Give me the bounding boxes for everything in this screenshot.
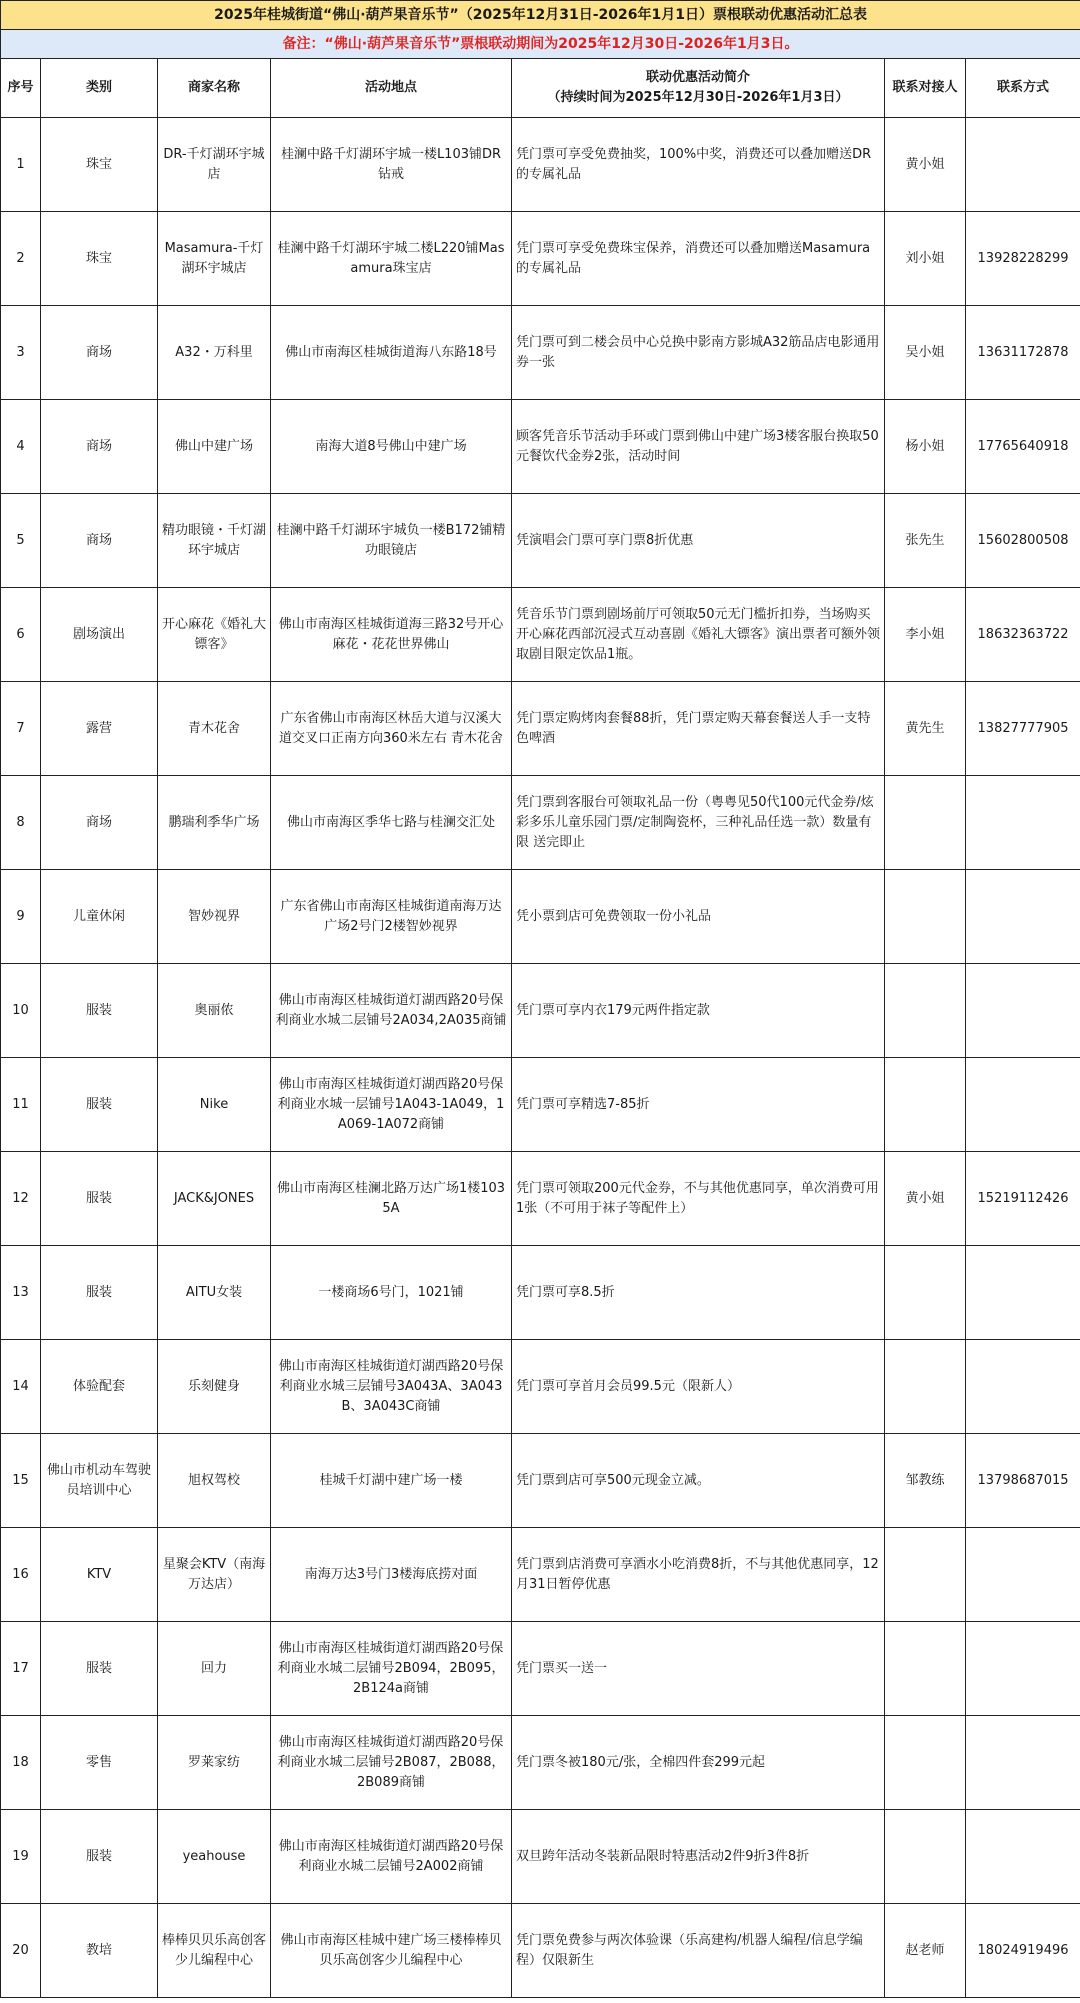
cell-no: 17: [1, 1622, 41, 1716]
note-row: [1, 30, 1080, 59]
header-promo-line1: 联动优惠活动简介: [645, 70, 750, 85]
cell-location: 佛山市南海区桂城街道灯湖西路20号保利商业水城一层铺号1A043-1A049，1A069-1A072商铺: [271, 1058, 512, 1152]
cell-contact: 黄先生: [885, 682, 966, 776]
cell-promo: 凭音乐节门票到剧场前厅可领取50元无门槛折扣券，当场购买开心麻花西部沉浸式互动喜剧《婚礼大镖客》演出票者可额外领取剧目限定饮品1瓶。: [512, 588, 885, 682]
cell-promo: 凭门票可到二楼会员中心兑换中影南方影城A32筋品店电影通用券一张: [512, 306, 885, 400]
cell-no: 8: [1, 776, 41, 870]
table-row: [1, 870, 1080, 964]
cell-category: 服装: [41, 1810, 158, 1904]
cell-promo: 凭门票冬被180元/张，全棉四件套299元起: [512, 1716, 885, 1810]
table-row: [1, 964, 1080, 1058]
cell-contact: [885, 1810, 966, 1904]
header-contact: 联系对接人: [885, 59, 966, 118]
cell-phone: [966, 1716, 1080, 1810]
cell-location: 佛山市南海区桂城街道灯湖西路20号保利商业水城二层铺号2B094，2B095，2B124a商铺: [271, 1622, 512, 1716]
cell-contact: 刘小姐: [885, 212, 966, 306]
cell-contact: [885, 776, 966, 870]
cell-merchant: Nike: [158, 1058, 271, 1152]
cell-phone: [966, 1528, 1080, 1622]
cell-promo: 凭门票到店可享500元现金立减。: [512, 1434, 885, 1528]
table-row: [1, 212, 1080, 306]
cell-contact: [885, 1716, 966, 1810]
cell-no: 13: [1, 1246, 41, 1340]
cell-merchant: 精功眼镜・千灯湖环宇城店: [158, 494, 271, 588]
cell-no: 16: [1, 1528, 41, 1622]
cell-location: 佛山市南海区桂城街道灯湖西路20号保利商业水城二层铺号2A002商铺: [271, 1810, 512, 1904]
cell-contact: 黄小姐: [885, 1152, 966, 1246]
table-body: [1, 118, 1080, 1998]
cell-promo: 凭门票可享首月会员99.5元（限新人）: [512, 1340, 885, 1434]
cell-category: 佛山市机动车驾驶员培训中心: [41, 1434, 158, 1528]
cell-phone: 18024919496: [966, 1904, 1080, 1998]
cell-contact: [885, 964, 966, 1058]
cell-contact: [885, 1622, 966, 1716]
cell-no: 6: [1, 588, 41, 682]
cell-category: 服装: [41, 1622, 158, 1716]
cell-location: 一楼商场6号门，1021铺: [271, 1246, 512, 1340]
cell-promo: 凭门票可享内衣179元两件指定款: [512, 964, 885, 1058]
cell-phone: 17765640918: [966, 400, 1080, 494]
cell-category: 服装: [41, 964, 158, 1058]
cell-promo: 凭门票可享精选7-85折: [512, 1058, 885, 1152]
cell-location: 佛山市南海区桂城街道海三路32号开心麻花・花花世界佛山: [271, 588, 512, 682]
cell-promo: 凭门票到客服台可领取礼品一份（粤粤见50代100元代金券/炫彩多乐儿童乐园门票/定制陶瓷杯，三种礼品任选一款）数量有限 送完即止: [512, 776, 885, 870]
title-row: [1, 1, 1080, 30]
cell-no: 9: [1, 870, 41, 964]
table-row: [1, 306, 1080, 400]
cell-category: 服装: [41, 1152, 158, 1246]
table-row: [1, 1810, 1080, 1904]
table-row: [1, 588, 1080, 682]
cell-category: 商场: [41, 400, 158, 494]
header-row: [1, 59, 1080, 118]
header-phone: 联系方式: [966, 59, 1080, 118]
cell-no: 18: [1, 1716, 41, 1810]
cell-merchant: 罗莱家纺: [158, 1716, 271, 1810]
cell-contact: 杨小姐: [885, 400, 966, 494]
table-row: [1, 494, 1080, 588]
cell-contact: 邹教练: [885, 1434, 966, 1528]
cell-location: 桂澜中路千灯湖环宇城负一楼B172铺精功眼镜店: [271, 494, 512, 588]
cell-contact: 黄小姐: [885, 118, 966, 212]
cell-no: 19: [1, 1810, 41, 1904]
cell-merchant: 旭权驾校: [158, 1434, 271, 1528]
table-title: 2025年桂城街道“佛山·葫芦果音乐节”（2025年12月31日-2026年1月1日）票根联动优惠活动汇总表: [1, 1, 1080, 30]
cell-contact: [885, 1528, 966, 1622]
cell-contact: 吴小姐: [885, 306, 966, 400]
cell-promo: 凭门票可享受免费抽奖，100%中奖，消费还可以叠加赠送DR的专属礼品: [512, 118, 885, 212]
cell-category: 露营: [41, 682, 158, 776]
cell-location: 佛山市南海区桂城街道灯湖西路20号保利商业水城二层铺号2A034,2A035商铺: [271, 964, 512, 1058]
cell-phone: [966, 776, 1080, 870]
cell-promo: 凭演唱会门票可享门票8折优惠: [512, 494, 885, 588]
cell-contact: 张先生: [885, 494, 966, 588]
cell-location: 桂澜中路千灯湖环宇城一楼L103铺DR钻戒: [271, 118, 512, 212]
cell-contact: [885, 1058, 966, 1152]
cell-merchant: 开心麻花《婚礼大镖客》: [158, 588, 271, 682]
cell-merchant: 鹏瑞利季华广场: [158, 776, 271, 870]
cell-category: 儿童休闲: [41, 870, 158, 964]
cell-no: 2: [1, 212, 41, 306]
cell-merchant: 棒棒贝贝乐高创客少儿编程中心: [158, 1904, 271, 1998]
table-row: [1, 776, 1080, 870]
header-merchant: 商家名称: [158, 59, 271, 118]
cell-phone: 13827777905: [966, 682, 1080, 776]
table-row: [1, 118, 1080, 212]
cell-phone: [966, 870, 1080, 964]
cell-merchant: 佛山中建广场: [158, 400, 271, 494]
table-row: [1, 1058, 1080, 1152]
cell-location: 佛山市南海区桂城街道海八东路18号: [271, 306, 512, 400]
cell-location: 广东省佛山市南海区桂城街道南海万达广场2号门2楼智妙视界: [271, 870, 512, 964]
cell-no: 15: [1, 1434, 41, 1528]
cell-merchant: 星聚会KTV（南海万达店）: [158, 1528, 271, 1622]
table-row: [1, 1622, 1080, 1716]
cell-contact: [885, 1246, 966, 1340]
cell-no: 7: [1, 682, 41, 776]
cell-merchant: AITU女装: [158, 1246, 271, 1340]
table-note: 备注：“佛山·葫芦果音乐节”票根联动期间为2025年12月30日-2026年1月3日。: [1, 30, 1080, 59]
cell-category: 珠宝: [41, 212, 158, 306]
cell-category: 服装: [41, 1246, 158, 1340]
cell-location: 佛山市南海区桂澜北路万达广场1楼1035A: [271, 1152, 512, 1246]
cell-category: 商场: [41, 494, 158, 588]
cell-promo: 凭门票买一送一: [512, 1622, 885, 1716]
cell-phone: [966, 1246, 1080, 1340]
cell-merchant: 奥丽侬: [158, 964, 271, 1058]
cell-promo: 凭门票可领取200元代金券，不与其他优惠同享，单次消费可用1张（不可用于袜子等配件上）: [512, 1152, 885, 1246]
cell-category: 教培: [41, 1904, 158, 1998]
table-row: [1, 1340, 1080, 1434]
cell-phone: [966, 1810, 1080, 1904]
cell-location: 桂澜中路千灯湖环宇城二楼L220铺Masamura珠宝店: [271, 212, 512, 306]
cell-location: 广东省佛山市南海区林岳大道与汉溪大道交叉口正南方向360米左右 青木花舍: [271, 682, 512, 776]
cell-promo: 凭门票到店消费可享酒水小吃消费8折，不与其他优惠同享，12月31日暂停优惠: [512, 1528, 885, 1622]
cell-category: 剧场演出: [41, 588, 158, 682]
cell-contact: [885, 870, 966, 964]
table-row: [1, 1246, 1080, 1340]
cell-category: 零售: [41, 1716, 158, 1810]
cell-merchant: 回力: [158, 1622, 271, 1716]
cell-location: 南海万达3号门3楼海底捞对面: [271, 1528, 512, 1622]
cell-no: 14: [1, 1340, 41, 1434]
cell-category: 服装: [41, 1058, 158, 1152]
cell-category: 商场: [41, 306, 158, 400]
cell-promo: 凭门票可享受免费珠宝保养，消费还可以叠加赠送Masamura的专属礼品: [512, 212, 885, 306]
table-row: [1, 1528, 1080, 1622]
cell-promo: 凭门票定购烤肉套餐88折，凭门票定购天幕套餐送人手一支特色啤酒: [512, 682, 885, 776]
cell-no: 11: [1, 1058, 41, 1152]
header-promo: [512, 59, 885, 118]
cell-category: 珠宝: [41, 118, 158, 212]
cell-category: 商场: [41, 776, 158, 870]
cell-phone: 13928228299: [966, 212, 1080, 306]
cell-phone: [966, 1622, 1080, 1716]
cell-phone: 13631172878: [966, 306, 1080, 400]
cell-phone: 13798687015: [966, 1434, 1080, 1528]
cell-contact: 赵老师: [885, 1904, 966, 1998]
cell-phone: [966, 118, 1080, 212]
cell-no: 5: [1, 494, 41, 588]
cell-merchant: Masamura-千灯湖环宇城店: [158, 212, 271, 306]
cell-no: 12: [1, 1152, 41, 1246]
cell-no: 1: [1, 118, 41, 212]
cell-merchant: 智妙视界: [158, 870, 271, 964]
cell-phone: 15219112426: [966, 1152, 1080, 1246]
cell-merchant: 青木花舍: [158, 682, 271, 776]
cell-promo: 凭门票可享8.5折: [512, 1246, 885, 1340]
cell-no: 10: [1, 964, 41, 1058]
header-location: 活动地点: [271, 59, 512, 118]
cell-contact: [885, 1340, 966, 1434]
cell-category: KTV: [41, 1528, 158, 1622]
header-category: 类别: [41, 59, 158, 118]
cell-no: 20: [1, 1904, 41, 1998]
cell-merchant: 乐刻健身: [158, 1340, 271, 1434]
cell-phone: [966, 964, 1080, 1058]
cell-merchant: yeahouse: [158, 1810, 271, 1904]
table-row: [1, 1152, 1080, 1246]
cell-category: 体验配套: [41, 1340, 158, 1434]
cell-location: 佛山市南海区桂城街道灯湖西路20号保利商业水城三层铺号3A043A、3A043B、3A043C商铺: [271, 1340, 512, 1434]
cell-location: 桂城千灯湖中建广场一楼: [271, 1434, 512, 1528]
cell-location: 佛山市南海区季华七路与桂澜交汇处: [271, 776, 512, 870]
header-promo-line2: （持续时间为2025年12月30日-2026年1月3日）: [547, 90, 849, 105]
table-row: [1, 1434, 1080, 1528]
cell-merchant: JACK&JONES: [158, 1152, 271, 1246]
cell-promo: 双旦跨年活动冬装新品限时特惠活动2件9折3件8折: [512, 1810, 885, 1904]
cell-promo: 凭门票免费参与两次体验课（乐高建构/机器人编程/信息学编程）仅限新生: [512, 1904, 885, 1998]
header-no: 序号: [1, 59, 41, 118]
cell-phone: 18632363722: [966, 588, 1080, 682]
cell-no: 3: [1, 306, 41, 400]
cell-merchant: DR-千灯湖环宇城店: [158, 118, 271, 212]
cell-location: 佛山市南海区桂城街道灯湖西路20号保利商业水城二层铺号2B087，2B088，2B089商铺: [271, 1716, 512, 1810]
cell-phone: [966, 1058, 1080, 1152]
cell-location: 南海大道8号佛山中建广场: [271, 400, 512, 494]
table-row: [1, 1904, 1080, 1998]
table-row: [1, 1716, 1080, 1810]
cell-merchant: A32・万科里: [158, 306, 271, 400]
cell-phone: 15602800508: [966, 494, 1080, 588]
cell-phone: [966, 1340, 1080, 1434]
cell-no: 4: [1, 400, 41, 494]
cell-contact: 李小姐: [885, 588, 966, 682]
cell-location: 佛山市南海区桂城中建广场三楼棒棒贝贝乐高创客少儿编程中心: [271, 1904, 512, 1998]
cell-promo: 凭小票到店可免费领取一份小礼品: [512, 870, 885, 964]
table-row: [1, 400, 1080, 494]
cell-promo: 顾客凭音乐节活动手环或门票到佛山中建广场3楼客服台换取50元餐饮代金券2张，活动时间: [512, 400, 885, 494]
table-row: [1, 682, 1080, 776]
